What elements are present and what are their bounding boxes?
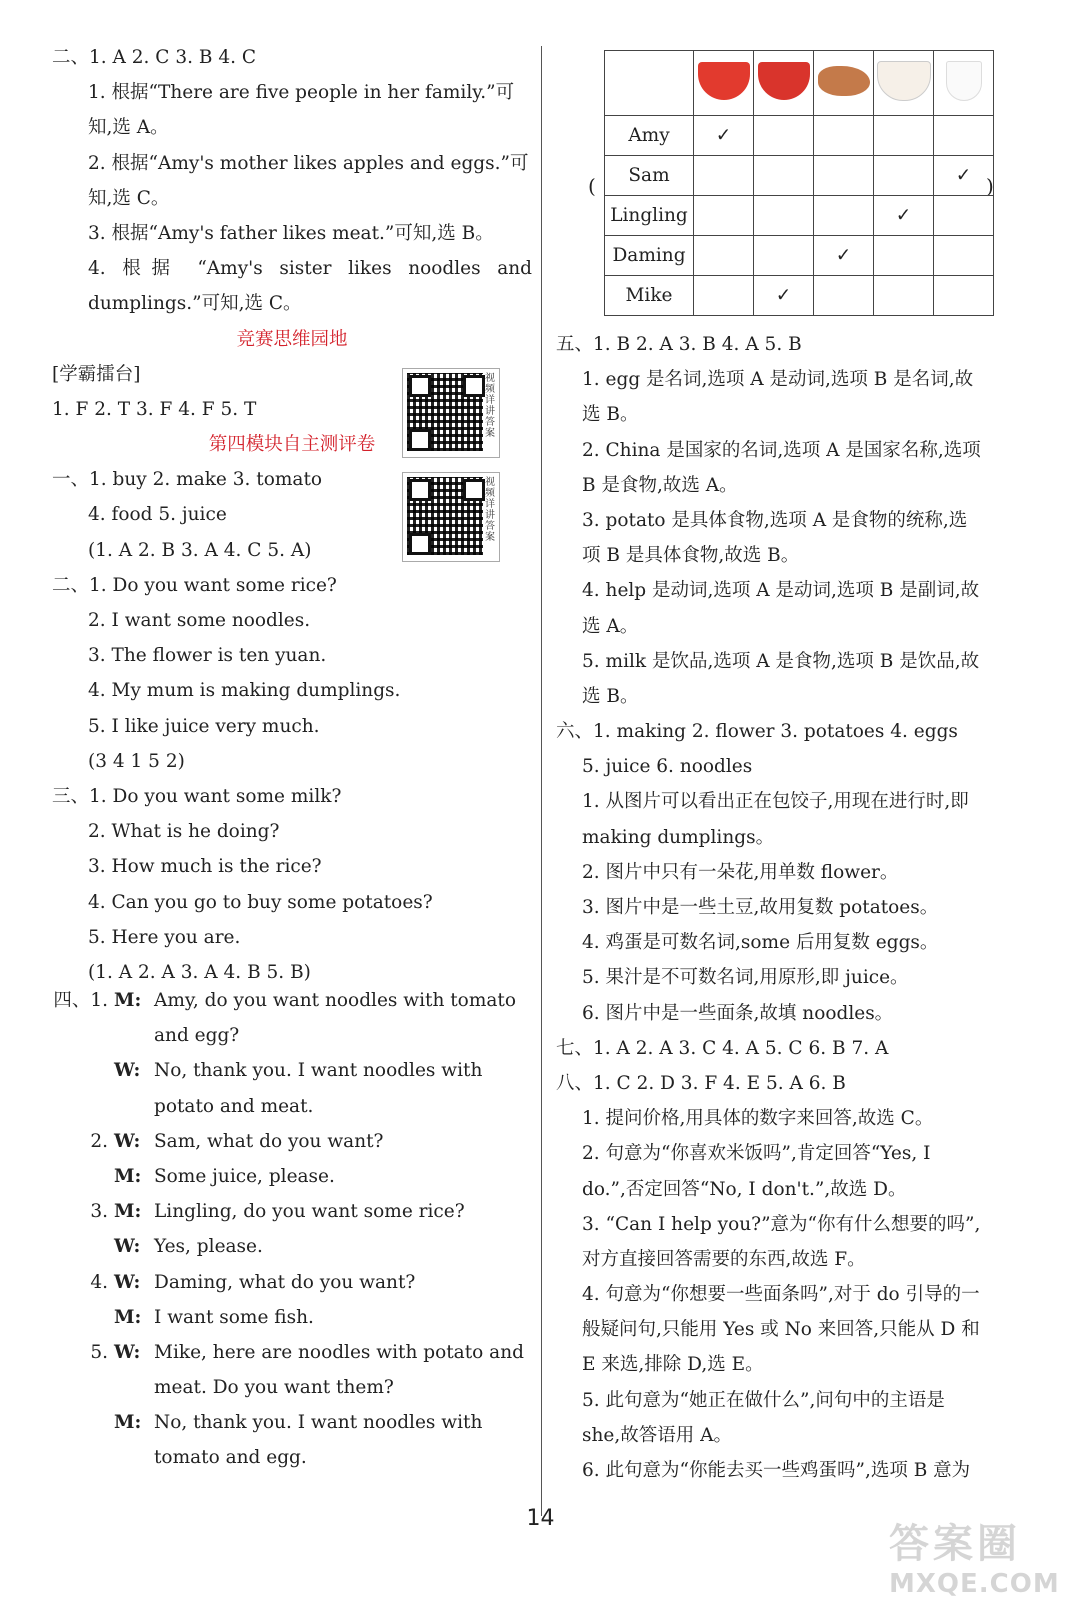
dialogue-text: No, thank you. I want noodles with: [154, 1412, 483, 1434]
check-mark-cell: ✓: [754, 276, 814, 316]
qr-finder-icon: [409, 429, 431, 451]
student-name-cell: Lingling: [605, 196, 694, 236]
dialogue-text: Daming, what do you want?: [154, 1271, 416, 1293]
answer-line: 2. 图片中只有一朵花,用单数 flower。: [582, 861, 899, 883]
answer-line: 5. milk 是饮品,选项 A 是食物,选项 B 是饮品,故: [582, 650, 980, 672]
qr-finder-icon: [463, 375, 485, 397]
student-name-cell: Sam: [605, 156, 694, 196]
dialogue-number: 四、1.: [53, 990, 108, 1011]
answer-line: 4. help 是动词,选项 A 是动词,选项 B 是副词,故: [582, 580, 980, 602]
empty-cell: [934, 276, 994, 316]
fish-icon: [818, 66, 870, 96]
answer-line: 3. 图片中是一些土豆,故用复数 potatoes。: [582, 897, 939, 918]
student-name-cell: Daming: [605, 236, 694, 276]
answer-line: 5. Here you are.: [88, 926, 241, 948]
check-mark-cell: ✓: [694, 116, 754, 156]
answer-line: making dumplings。: [582, 826, 775, 848]
bowl-icon: [698, 62, 750, 100]
empty-cell: [694, 196, 754, 236]
table-row: [605, 276, 994, 316]
answer-line: 1. egg 是名词,选项 A 是动词,选项 B 是名词,故: [582, 369, 974, 391]
qr-code-1[interactable]: [402, 368, 500, 458]
answer-line: 二、1. A 2. C 3. B 4. C: [52, 47, 257, 68]
empty-cell: [814, 156, 874, 196]
dialogue-text: No, thank you. I want noodles with: [154, 1060, 483, 1082]
qr-finder-icon: [409, 375, 431, 397]
answer-line: dumplings.”可知,选 C。: [88, 293, 302, 315]
answer-line: 6. 此句意为“你能去买一些鸡蛋吗”,选项 B 意为: [582, 1460, 971, 1481]
speaker-label: W:: [114, 1341, 141, 1363]
answer-line: 二、1. Do you want some rice?: [52, 574, 337, 596]
section-heading: 竞赛思维园地: [236, 328, 348, 350]
empty-cell: [814, 276, 874, 316]
dialogue-continuation: and egg?: [154, 1025, 240, 1047]
answer-line: 1. F 2. T 3. F 4. F 5. T: [52, 398, 257, 420]
table-row: [605, 116, 994, 156]
dialogue-text: Lingling, do you want some rice?: [154, 1201, 465, 1223]
empty-cell: [934, 236, 994, 276]
speaker-label: M:: [114, 1412, 142, 1434]
dialogue-continuation: potato and meat.: [154, 1095, 314, 1117]
table-header-row: [605, 51, 994, 116]
dialogue-text: Amy, do you want noodles with tomato: [154, 990, 516, 1011]
empty-cell: [754, 116, 814, 156]
table-close-paren: ): [986, 174, 994, 198]
answer-line: 6. 图片中是一些面条,故填 noodles。: [582, 1002, 894, 1024]
speaker-label: W:: [114, 1236, 141, 1258]
dialogue-text: Sam, what do you want?: [154, 1130, 384, 1152]
qr-finder-icon: [409, 533, 431, 555]
answer-line: 2. China 是国家的名词,选项 A 是国家名称,选项: [582, 439, 981, 461]
empty-cell: [694, 276, 754, 316]
answer-line: [学霸擂台]: [52, 363, 141, 385]
food-noodles-tomato-egg-image: [694, 51, 754, 116]
answer-line: 选 B。: [582, 685, 639, 707]
food-rice-image: [874, 51, 934, 116]
answer-line: 4. 句意为“你想要一些面条吗”,对于 do 引导的一: [582, 1284, 980, 1306]
empty-cell: [754, 196, 814, 236]
dialogue-number: 3.: [90, 1201, 108, 1223]
dialogue-line: [52, 983, 532, 1018]
qr-finder-icon: [463, 479, 485, 501]
answer-line: 八、1. C 2. D 3. F 4. E 5. A 6. B: [556, 1072, 846, 1094]
answer-line: (1. A 2. B 3. A 4. C 5. A): [88, 539, 312, 561]
answer-line: B 是食物,故选 A。: [582, 474, 738, 496]
table-row: [605, 156, 994, 196]
dialogue-number: 4.: [90, 1271, 108, 1293]
answer-line: 4. 鸡蛋是可数名词,some 后用复数 eggs。: [582, 932, 939, 954]
answer-line: 5. I like juice very much.: [88, 715, 320, 737]
answer-line: 3. “Can I help you?”意为“你有什么想要的吗”,: [582, 1213, 981, 1235]
answer-line: 1. 从图片可以看出正在包饺子,用现在进行时,即: [582, 791, 969, 813]
speaker-label: W:: [114, 1271, 141, 1293]
dialogue-text: Yes, please.: [154, 1236, 263, 1258]
answer-line: do.”,否定回答“No, I don't.”,故选 D。: [582, 1178, 907, 1200]
rice-bowl-icon: [877, 61, 931, 101]
empty-cell: [934, 196, 994, 236]
dialogue-number: 5.: [90, 1341, 108, 1363]
empty-cell: [874, 236, 934, 276]
right-column: [556, 327, 1034, 1488]
answer-line: 1. 根据“There are five people in her family.”可: [88, 82, 515, 104]
answer-line: 选 B。: [582, 404, 639, 426]
speaker-label: W:: [114, 1060, 141, 1082]
watermark-logo: [889, 1512, 1067, 1599]
answer-line: 知,选 C。: [88, 187, 170, 209]
dialogue-line: [52, 1300, 532, 1335]
empty-cell: [814, 196, 874, 236]
watermark-line2: MXQE.COM: [889, 1569, 1060, 1599]
check-mark-cell: ✓: [874, 196, 934, 236]
answer-line: 4. food 5. juice: [88, 504, 227, 526]
food-choice-table: [604, 50, 994, 316]
qr-finder-icon: [409, 479, 431, 501]
dialogue-line: [52, 1335, 532, 1370]
empty-cell: [874, 276, 934, 316]
speaker-label: W:: [114, 1130, 141, 1152]
answer-line: 2. 根据“Amy's mother likes apples and eggs.”可: [88, 152, 529, 174]
answer-line: 3. How much is the rice?: [88, 856, 322, 878]
qr-label: 视频详讲答案: [485, 373, 495, 439]
empty-cell: [874, 116, 934, 156]
speaker-label: M:: [114, 990, 142, 1011]
answer-line: 一、1. buy 2. make 3. tomato: [52, 469, 323, 491]
dialogue-section: [52, 983, 532, 1476]
student-name-cell: Amy: [605, 116, 694, 156]
answer-line: 3. potato 是具体食物,选项 A 是食物的统称,选: [582, 509, 968, 531]
answer-line: 1. 提问价格,用具体的数字来回答,故选 C。: [582, 1108, 934, 1130]
empty-cell: [754, 236, 814, 276]
answer-line: 2. I want some noodles.: [88, 610, 311, 631]
juice-glass-icon: [946, 61, 982, 101]
empty-cell: [814, 116, 874, 156]
dialogue-continuation: tomato and egg.: [154, 1447, 307, 1469]
bowl-icon: [758, 62, 810, 100]
table-row: [605, 236, 994, 276]
empty-cell: [694, 156, 754, 196]
dialogue-line: [52, 1159, 532, 1194]
section-heading: 第四模块自主测评卷: [208, 434, 376, 456]
page-number: 14: [526, 1506, 555, 1531]
dialogue-text: I want some fish.: [154, 1306, 314, 1328]
dialogue-line: [52, 1405, 532, 1440]
dialogue-continuation: meat. Do you want them?: [154, 1377, 394, 1399]
empty-cell: [694, 236, 754, 276]
answer-line: 七、1. A 2. A 3. C 4. A 5. C 6. B 7. A: [556, 1037, 889, 1059]
dialogue-line: [52, 1194, 532, 1229]
answer-line: 3. The flower is ten yuan.: [88, 645, 327, 667]
answer-line: 5. 此句意为“她正在做什么”,问句中的主语是: [582, 1389, 945, 1411]
answer-line: 5. 果汁是不可数名词,用原形,即 juice。: [582, 967, 909, 989]
answer-line: 项 B 是具体食物,故选 B。: [582, 545, 800, 567]
answer-line: 对方直接回答需要的东西,故选 F。: [582, 1248, 866, 1270]
answer-line: 2. What is he doing?: [88, 821, 280, 843]
speaker-label: M:: [114, 1306, 142, 1328]
speaker-label: M:: [114, 1201, 142, 1223]
dialogue-line: [52, 1265, 532, 1300]
qr-label: 视频详讲答案: [485, 477, 495, 543]
check-mark-cell: ✓: [814, 236, 874, 276]
answer-line: 4. Can you go to buy some potatoes?: [88, 891, 433, 913]
speaker-label: M:: [114, 1165, 142, 1187]
dialogue-number: 2.: [90, 1130, 108, 1152]
empty-cell: [754, 156, 814, 196]
column-divider: [541, 46, 542, 1516]
answer-line: 2. 句意为“你喜欢米饭吗”,肯定回答“Yes, I: [582, 1143, 931, 1165]
answer-line: 5. juice 6. noodles: [582, 756, 753, 778]
answer-line: E 来选,排除 D,选 E。: [582, 1354, 764, 1376]
empty-cell: [934, 116, 994, 156]
table-row: [605, 196, 994, 236]
table-corner-cell: [605, 51, 694, 116]
qr-code-2[interactable]: [402, 472, 500, 562]
dialogue-text: Some juice, please.: [154, 1165, 335, 1187]
watermark-line1: 答案圈: [889, 1521, 1021, 1567]
answer-line: 知,选 A。: [88, 117, 169, 139]
food-fish-image: [814, 51, 874, 116]
check-mark-cell: ✓: [934, 156, 994, 196]
dialogue-line: [52, 1229, 532, 1264]
answer-line: 4. My mum is making dumplings.: [88, 680, 401, 702]
dialogue-line: [52, 1053, 532, 1088]
answer-line: 4. 根据 “Amy's sister likes noodles and: [88, 258, 532, 280]
answer-line: 五、1. B 2. A 3. B 4. A 5. B: [556, 334, 802, 355]
answer-line: she,故答语用 A。: [582, 1424, 732, 1446]
student-name-cell: Mike: [605, 276, 694, 316]
answer-line: (3 4 1 5 2): [88, 750, 185, 772]
food-juice-image: [934, 51, 994, 116]
answer-line: 3. 根据“Amy's father likes meat.”可知,选 B。: [88, 222, 494, 244]
food-noodles-potato-meat-image: [754, 51, 814, 116]
answer-line: 六、1. making 2. flower 3. potatoes 4. eggs: [556, 721, 958, 743]
dialogue-text: Mike, here are noodles with potato and: [154, 1341, 524, 1363]
empty-cell: [874, 156, 934, 196]
dialogue-line: [52, 1124, 532, 1159]
answer-line: 三、1. Do you want some milk?: [52, 785, 342, 807]
answer-line: 般疑问句,只能用 Yes 或 No 来回答,只能从 D 和: [582, 1319, 980, 1341]
answer-line: 选 A。: [582, 615, 639, 637]
table-open-paren: (: [588, 174, 596, 198]
answer-line: (1. A 2. A 3. A 4. B 5. B): [88, 961, 311, 983]
